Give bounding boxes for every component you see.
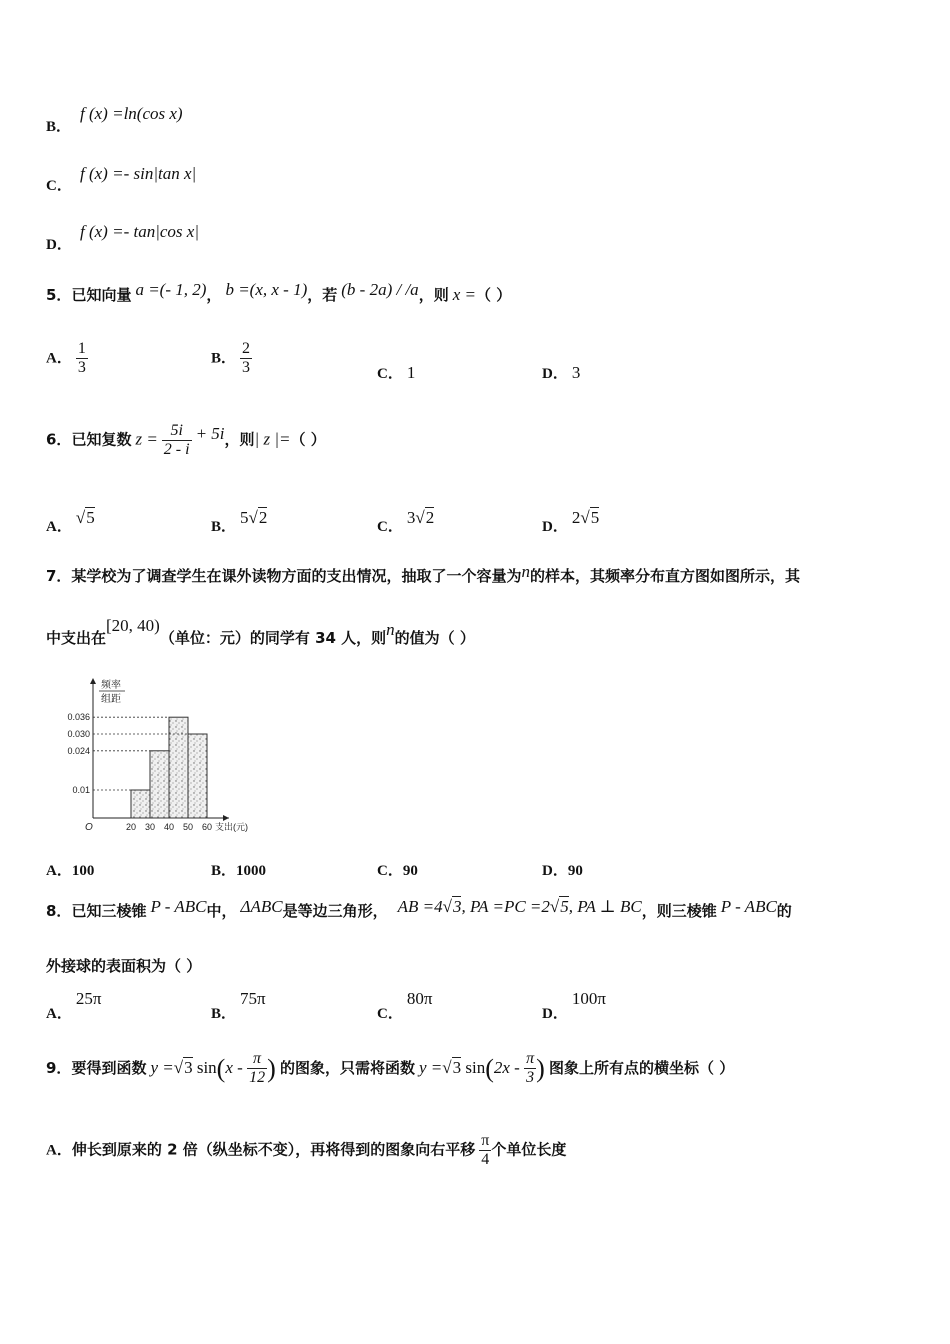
y-tick-label: 0.01 [72, 785, 90, 795]
q8-text: 的 [776, 902, 792, 920]
q8-option-c [377, 988, 433, 1022]
paren-close: ) [536, 1053, 545, 1083]
option-label: C． [377, 366, 403, 382]
denominator: 4 [479, 1150, 491, 1169]
argument: x - [225, 1057, 243, 1077]
q7-text: 的值为（ ） [394, 629, 475, 647]
option-label: D． [542, 863, 568, 879]
modulus: | z |= [254, 429, 291, 449]
fraction [247, 1050, 267, 1088]
q4-option-d-expr: f (x) =- tan|cos x| [80, 222, 199, 241]
option-label: A． [46, 1006, 72, 1022]
option-value: 5√2 [240, 508, 268, 527]
option-label: D． [46, 237, 72, 253]
vector-b: b =(x, x - 1) [225, 280, 308, 299]
q5-stem [46, 280, 512, 305]
question-number: 9． [46, 1058, 72, 1077]
comma: ， [206, 286, 222, 304]
fraction [76, 340, 88, 378]
option-value: 1000 [236, 863, 267, 879]
tetrahedron: P - ABC [720, 897, 777, 916]
option-label: A． [46, 1142, 72, 1159]
option-value: 100 [71, 863, 95, 879]
question-number: 6． [46, 430, 72, 449]
q7-option-d [542, 859, 583, 880]
radicand: 5 [560, 897, 569, 916]
vector-a: a =(- 1, 2) [135, 280, 207, 299]
q6-stem [46, 422, 326, 460]
option-label: B． [211, 519, 237, 535]
q7-option-b [211, 859, 266, 880]
q9-stem [46, 1050, 734, 1088]
option-text: 个单位长度 [491, 1140, 567, 1159]
q5-option-b [211, 340, 252, 378]
option-value: 3 [571, 363, 581, 382]
q8-text: 中， [206, 902, 237, 920]
q7-stem-line1 [46, 562, 800, 586]
q9-text: 要得到函数 [71, 1058, 147, 1077]
y-tick-label: 0.036 [67, 712, 90, 723]
q4-option-b-expr: f (x) =ln(cos x) [80, 104, 183, 123]
coefficient: 5 [240, 508, 249, 527]
denominator: 3 [77, 359, 86, 377]
fraction [240, 340, 252, 378]
histogram-bar [188, 734, 207, 818]
q8-stem-line2: 外接球的表面积为（ ） [46, 957, 202, 975]
sin: sin [196, 1057, 217, 1077]
q6-option-a [46, 507, 95, 535]
option-label: C． [46, 178, 72, 194]
x-tick-label: 40 [163, 822, 175, 832]
fraction [524, 1050, 536, 1088]
x-tick-label: 20 [125, 822, 137, 832]
q4-option-d [46, 223, 72, 253]
q9-text: 的图象，只需将函数 [279, 1058, 415, 1077]
math-tail: + 5i [195, 423, 225, 443]
sin: sin [465, 1057, 486, 1077]
histogram-chart [55, 672, 260, 842]
option-value: 90 [402, 863, 418, 879]
y-axis-arrow [90, 678, 96, 684]
paren-close: ) [267, 1053, 276, 1083]
q7-option-a [46, 859, 94, 880]
question-number: 8． [46, 902, 72, 920]
q7-text: 的样本，其频率分布直方图如图所示，其 [529, 567, 800, 585]
histogram-bar [131, 790, 150, 818]
answer-blank: （ ） [475, 286, 512, 304]
numerator: π [253, 1050, 262, 1067]
q9-text: 图象上所有点的横坐标（ ） [549, 1058, 735, 1077]
radicand: 5 [86, 508, 95, 527]
q7-stem-line2 [46, 616, 475, 648]
q5-text: ，则 [418, 286, 449, 304]
z-equals: z = [135, 429, 158, 449]
radicand: 2 [258, 508, 268, 527]
x-tick-label: 30 [144, 822, 156, 832]
q5-option-a [46, 340, 88, 378]
q6-text: ，则 [224, 430, 255, 449]
option-value: 80π [406, 989, 433, 1008]
function-source: y =√3 sin(2x - $\frac{\pi}{3}$ ) [419, 1050, 545, 1087]
q8-option-b [211, 988, 266, 1022]
option-value: 75π [240, 989, 266, 1008]
radicand: 5 [590, 508, 600, 527]
denominator: 3 [242, 359, 251, 377]
numerator: π [526, 1050, 535, 1067]
option-label: B． [211, 863, 237, 879]
denominator: 3 [524, 1068, 536, 1087]
fraction [479, 1132, 491, 1170]
numerator: 1 [77, 340, 86, 357]
denominator: 12 [249, 1069, 266, 1087]
option-label: A． [46, 350, 72, 367]
pa-pc-length: , PA =PC =2 [461, 897, 550, 916]
lhs: y = [150, 1057, 174, 1077]
histogram-bar [169, 717, 188, 818]
q6-option-d [542, 507, 600, 535]
origin-label: O [85, 822, 93, 833]
q5-option-d [542, 362, 580, 383]
argument: 2x - [493, 1057, 520, 1077]
q8-option-a [46, 988, 102, 1022]
option-value: 90 [567, 863, 583, 879]
q8-option-d [542, 988, 606, 1022]
x-tick-label: 50 [182, 822, 194, 832]
x-axis-label: 支出(元) [215, 822, 248, 832]
q8-text: ，则三棱锥 [641, 902, 717, 920]
paren-open: ( [216, 1053, 226, 1083]
q7-text: （单位：元）的同学有 34 人，则 [159, 629, 387, 647]
var-n: n [521, 562, 530, 581]
option-value: 1 [406, 363, 416, 382]
radicand: 3 [184, 1057, 193, 1077]
option-value: 2√5 [571, 508, 600, 527]
triangle-abc: ΔABC [240, 897, 283, 916]
fraction [162, 422, 192, 460]
option-value: √5 [75, 508, 95, 527]
q8-stem-line1 [46, 897, 792, 921]
radicand: 2 [425, 508, 435, 527]
ab-length: AB =4 [397, 897, 443, 916]
radicand: 3 [452, 1057, 462, 1077]
question-number: 5． [46, 286, 72, 304]
perpendicular: , PA ⊥ BC [568, 897, 642, 916]
q7-text: 中支出在 [46, 629, 107, 647]
q9-option-a [46, 1132, 566, 1170]
option-text: 伸长到原来的 2 倍（纵坐标不变），再将得到的图象向右平移 [71, 1140, 476, 1159]
parallel-condition: (b - 2a) / /a [341, 280, 419, 299]
option-label: A． [46, 863, 72, 879]
q8-text: 已知三棱锥 [71, 902, 147, 920]
q7-option-c [377, 859, 418, 880]
y-axis-label-top: 频率 [101, 680, 121, 691]
option-label: B． [46, 119, 72, 135]
option-label: A． [46, 519, 72, 535]
paren-open: ( [485, 1053, 494, 1083]
histogram-bar [150, 751, 169, 818]
interval: [20, 40) [106, 616, 160, 635]
radicand: 3 [452, 897, 462, 916]
q5-option-c [377, 362, 415, 383]
q5-text: 已知向量 [71, 286, 132, 304]
x-axis-arrow [223, 815, 229, 821]
option-label: B． [211, 350, 237, 367]
option-label: D． [542, 366, 568, 382]
denominator: 2 - i [163, 441, 190, 459]
q6-text: 已知复数 [71, 430, 132, 449]
option-label: C． [377, 863, 403, 879]
function-target: y =√3 sin(x - $\frac{\pi}{12}$ ) [150, 1050, 276, 1087]
conditions: AB =4√3, PA =PC =2√5, PA ⊥ BC [397, 897, 642, 916]
x-tick-label: 60 [201, 822, 213, 832]
x-equals: x = [452, 285, 476, 304]
numerator: 2 [242, 340, 251, 357]
var-n: n [386, 620, 395, 639]
q5-text: ，若 [307, 286, 338, 304]
option-label: C． [377, 1006, 403, 1022]
q4-option-b [46, 105, 72, 135]
numerator: π [481, 1132, 490, 1149]
option-label: D． [542, 1006, 568, 1022]
tetrahedron: P - ABC [150, 897, 207, 916]
q4-option-c [46, 164, 72, 194]
option-label: B． [211, 1006, 237, 1022]
y-tick-label: 0.030 [67, 729, 90, 739]
q6-option-b [211, 507, 268, 535]
y-tick-label: 0.024 [67, 745, 90, 756]
numerator: 5i [170, 422, 183, 439]
coefficient: 2 [571, 508, 581, 527]
option-label: D． [542, 519, 568, 535]
option-label: C． [377, 519, 403, 535]
lhs: y = [419, 1057, 443, 1077]
answer-blank: （ ） [290, 430, 326, 449]
option-value: 25π [75, 989, 102, 1008]
option-value: 3√2 [406, 508, 435, 527]
y-axis-label-bottom: 组距 [101, 694, 121, 705]
q6-option-c [377, 507, 435, 535]
q7-text: 7．某学校为了调查学生在课外读物方面的支出情况，抽取了一个容量为 [46, 567, 522, 585]
q8-text: 是等边三角形， [282, 902, 388, 920]
option-value: 100π [571, 989, 606, 1008]
q4-option-c-expr: f (x) =- sin|tan x| [80, 164, 197, 183]
coefficient: 3 [406, 508, 416, 527]
